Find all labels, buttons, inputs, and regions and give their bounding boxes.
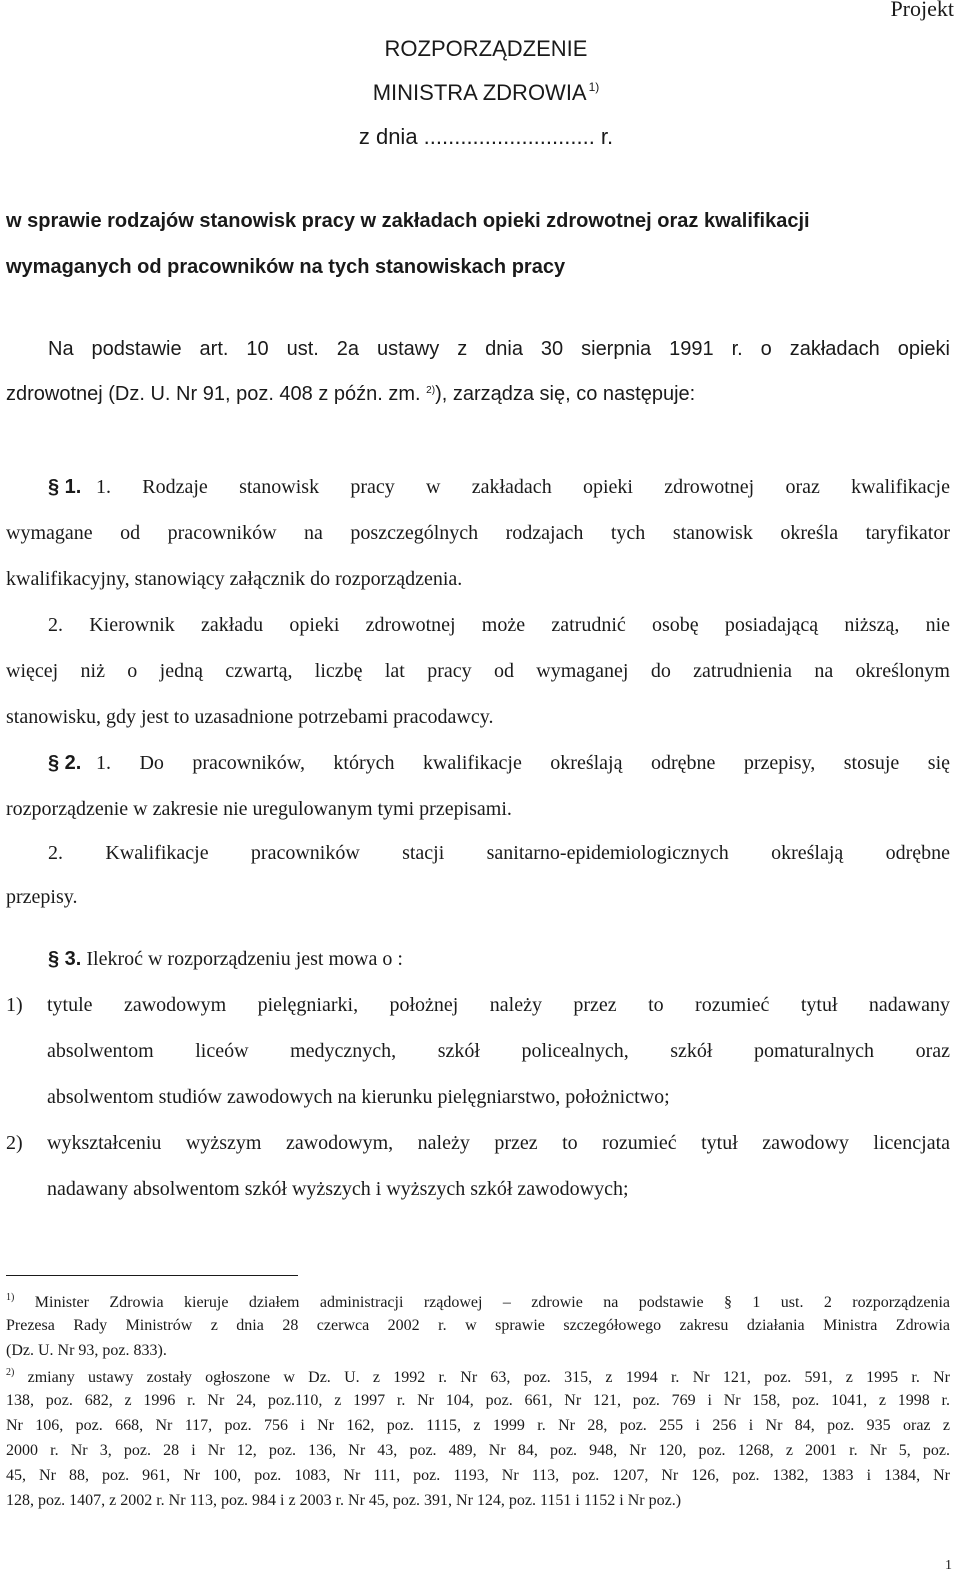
list-item-1-line-2: absolwentom liceów medycznych, szkół policealnych, szkół pomaturalnych oraz [47,1040,950,1062]
document-date: z dnia ............................ r. [358,124,614,149]
footnote-2-line-1 [6,1367,950,1387]
preamble-line-1: Na podstawie art. 10 ust. 2a ustawy z dnia 30 sierpnia 1991 r. o zakładach opieki [48,338,950,360]
list-item-1-number: 1) [6,994,23,1016]
section-1-p1-line-1: 1. Rodzaje stanowisk pracy w zakładach opieki zdrowotnej oraz kwalifikacje [96,476,950,498]
section-1-p1-line-3: kwalifikacyjny, stanowiący załącznik do rozporządzenia. [6,568,463,590]
footnote-2-line-4: 2000 r. Nr 3, poz. 28 i Nr 12, poz. 136, Nr 43, poz. 489, Nr 84, poz. 948, Nr 120, poz. 1268, z 2001 r. Nr 5, poz. [6,1442,950,1459]
footnote-1-line-1 [6,1292,950,1312]
list-item-1-line-1: tytule zawodowym pielęgniarki, położnej należy przez to rozumieć tytuł nadawany [47,994,950,1016]
subject-line-2: wymaganych od pracowników na tych stanowiskach pracy [6,256,566,278]
page-number: 1 [945,1558,952,1573]
projekt-label: Projekt [890,0,954,21]
section-1-p1-line-2: wymagane od pracowników na poszczególnych rodzajach tych stanowisk określa taryfikator [6,522,950,544]
section-1-p2-line-2: więcej niż o jedną czwartą, liczbę lat pracy od wymaganej do zatrudnienia na określonym [6,660,950,682]
section-2-mark: § 2. [48,752,82,774]
footnote-2-line-6: 128, poz. 1407, z 2002 r. Nr 113, poz. 984 i z 2003 r. Nr 45, poz. 391, Nr 124, poz. 1151 i 1152 i Nr poz.) [6,1492,682,1509]
section-1-p2-line-3: stanowisku, gdy jest to uzasadnione potrzebami pracodawcy. [6,706,494,728]
footnote-1-line-2: Prezesa Rady Ministrów z dnia 28 czerwca 2002 r. w sprawie szczegółowego zakresu działania Ministra Zdrowia [6,1317,950,1334]
document-title: ROZPORZĄDZENIE [384,36,588,61]
footnote-2-text-1: zmiany ustawy zostały ogłoszone w Dz. U. z 1992 r. Nr 63, poz. 315, z 1994 r. Nr 121, poz. 591, z 1995 r. Nr [27,1369,951,1386]
preamble-text-b: ), zarządza się, co następuje: [435,383,696,405]
footnote-1-text-1: Minister Zdrowia kieruje działem administracji rządowej – zdrowie na podstawie § 1 ust. 2 rozporządzenia [34,1294,951,1311]
section-3-intro: Ilekroć w rozporządzeniu jest mowa o : [86,948,403,970]
footnote-separator [6,1275,298,1276]
issuing-authority-text: MINISTRA ZDROWIA [372,80,587,105]
section-3-line-1 [6,948,950,971]
preamble-line-2 [6,383,950,406]
section-2-p2-line-2: przepisy. [6,886,78,908]
list-item-1-line-3: absolwentom studiów zawodowych na kierunku pielęgniarstwo, położnictwo; [47,1086,670,1108]
list-item-2-number: 2) [6,1132,23,1154]
footnote-2-line-3: Nr 106, poz. 668, Nr 117, poz. 756 i Nr 162, poz. 1115, z 1999 r. Nr 28, poz. 255 i 256 i Nr 84, poz. 935 oraz z [6,1417,950,1434]
footnote-1-line-3: (Dz. U. Nr 93, poz. 833). [6,1342,167,1359]
footnote-1-marker: 1) [6,1292,15,1303]
section-1-mark: § 1. [48,476,82,498]
section-2-p2-line-1: 2. Kwalifikacje pracowników stacji sanitarno-epidemiologicznych określają odrębne [48,842,950,864]
issuing-authority [0,80,960,106]
footnote-2-line-2: 138, poz. 682, z 1996 r. Nr 24, poz.110, z 1997 r. Nr 104, poz. 661, Nr 121, poz. 769 i Nr 158, poz. 1041, z 1998 r. [6,1392,950,1409]
section-1-p2-line-1: 2. Kierownik zakładu opieki zdrowotnej może zatrudnić osobę posiadającą niższą, nie [48,614,950,636]
section-3-mark: § 3. [48,948,82,970]
footnote-2-marker: 2) [6,1367,15,1378]
list-item-2-line-2: nadawany absolwentom szkół wyższych i wyższych szkół zawodowych; [47,1178,629,1200]
footnote-2-line-5: 45, Nr 88, poz. 961, Nr 100, poz. 1083, Nr 111, poz. 1193, Nr 113, poz. 1207, Nr 126, poz. 1382, 1383 i 1384, Nr [6,1467,950,1484]
footnote-ref-1: 1) [588,80,600,94]
subject-line-1: w sprawie rodzajów stanowisk pracy w zakładach opieki zdrowotnej oraz kwalifikacji [6,210,810,232]
section-2-p1-line-1: 1. Do pracowników, których kwalifikacje określają odrębne przepisy, stosuje się [96,752,950,774]
section-2-p1-line-2: rozporządzenie w zakresie nie uregulowanym tymi przepisami. [6,798,512,820]
preamble-text-a: zdrowotnej (Dz. U. Nr 91, poz. 408 z późn. zm. [6,383,421,405]
footnote-ref-2: 2) [426,385,436,396]
list-item-2-line-1: wykształceniu wyższym zawodowym, należy przez to rozumieć tytuł zawodowy licencjata [47,1132,950,1154]
